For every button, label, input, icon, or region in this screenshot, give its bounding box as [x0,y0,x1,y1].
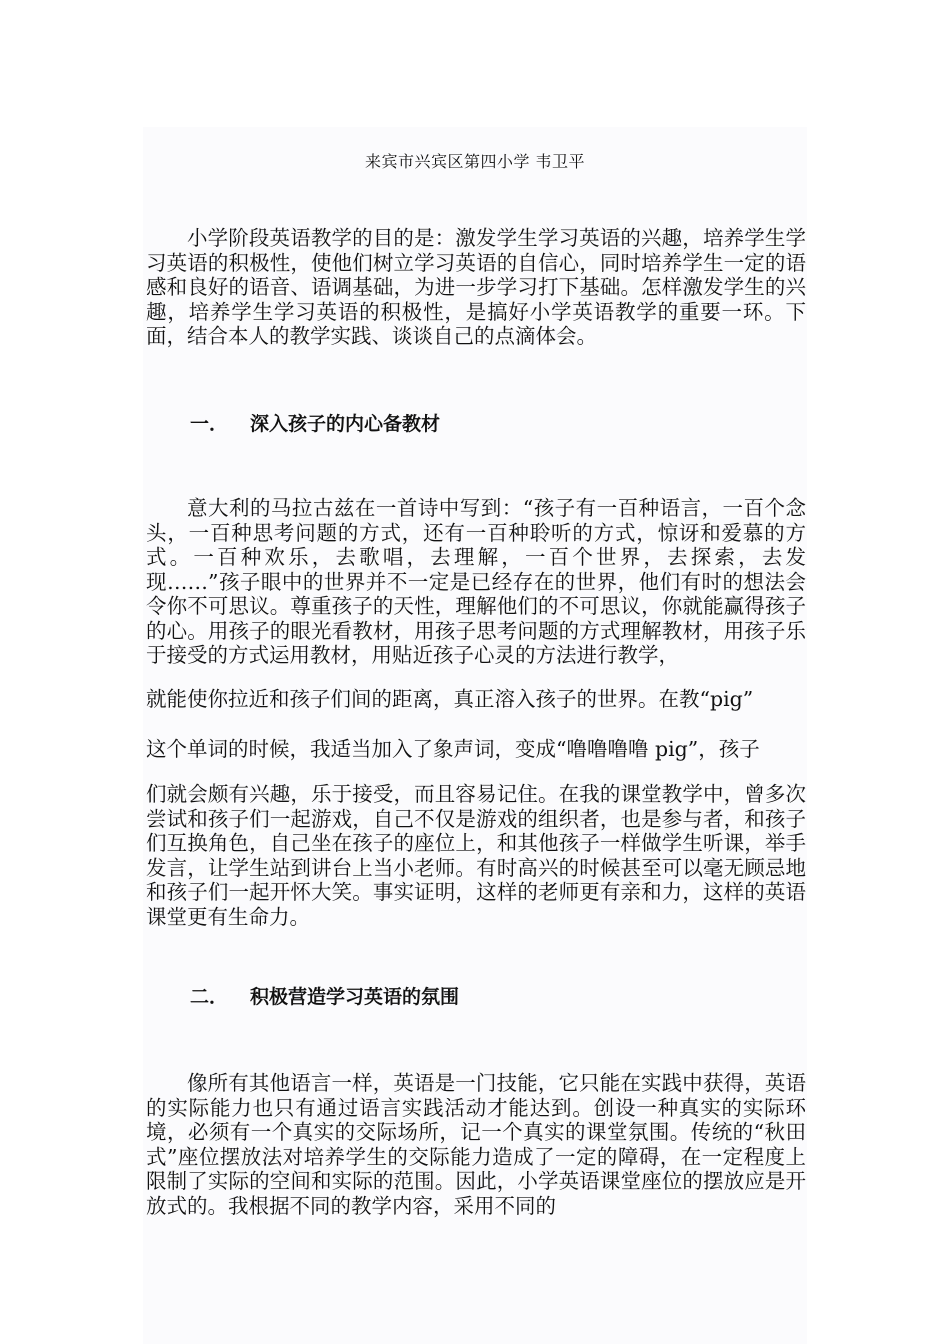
section-2-title: 积极营造学习英语的氛围 [250,986,460,1008]
section-1-paragraph-a: 意大利的马拉古兹在一首诗中写到：“孩子有一百种语言，一百个念头，一百种思考问题的方式，还有一百种聆听的方式，惊讶和爱慕的方式。一百种欢乐，去歌唱，去理解，一百个世界，去探索，去发现……”孩子眼中的世界并不一定是已经存在的世界，他们有时的想法会令你不可思议。尊重孩子的天性，理解他们的不可思议，你就能赢得孩子的心。用孩子的眼光看教材，用孩子思考问题的方式理解教材，用孩子乐于接受的方式运用教材，用贴近孩子心灵的方法进行教学， [146,496,806,667]
author-line: 来宾市兴宾区第四小学 韦卫平 [364,152,586,171]
section-2-heading [190,985,459,1009]
section-2-paragraph: 像所有其他语言一样，英语是一门技能，它只能在实践中获得，英语的实际能力也只有通过语言实践活动才能达到。创设一种真实的实际环境，必须有一个真实的交际场所，记一个真实的课堂氛围。传统的“秋田式”座位摆放法对培养学生的交际能力造成了一定的障碍，在一定程度上限制了实际的空间和实际的范围。因此，小学英语课堂座位的摆放应是开放式的。我根据不同的教学内容，采用不同的 [146,1071,806,1218]
section-1-title: 深入孩子的内心备教材 [250,413,441,435]
section-2-number: 二． [190,986,229,1008]
intro-paragraph: 小学阶段英语教学的目的是：激发学生学习英语的兴趣，培养学生学习英语的积极性，使他们树立学习英语的自信心，同时培养学生一定的语感和良好的语音、语调基础，为进一步学习打下基础。怎样激发学生的兴趣，培养学生学习英语的积极性，是搞好小学英语教学的重要一环。下面，结合本人的教学实践、谈谈自己的点滴体会。 [146,226,806,348]
section-1-number: 一． [190,413,229,435]
section-1-line-b: 就能使你拉近和孩子们间的距离，真正溶入孩子的世界。在教“pig” [146,687,754,711]
section-1-heading [190,412,440,436]
section-1-paragraph-d: 们就会颇有兴趣，乐于接受，而且容易记住。在我的课堂教学中，曾多次尝试和孩子们一起游戏，自己不仅是游戏的组织者，也是参与者，和孩子们互换角色，自己坐在孩子的座位上，和其他孩子一样做学生听课，举手发言，让学生站到讲台上当小老师。有时高兴的时候甚至可以毫无顾忌地和孩子们一起开怀大笑。事实证明，这样的老师更有亲和力，这样的英语课堂更有生命力。 [146,782,806,929]
section-1-line-c: 这个单词的时候，我适当加入了象声词，变成“噜噜噜噜 pig”，孩子 [146,737,760,761]
